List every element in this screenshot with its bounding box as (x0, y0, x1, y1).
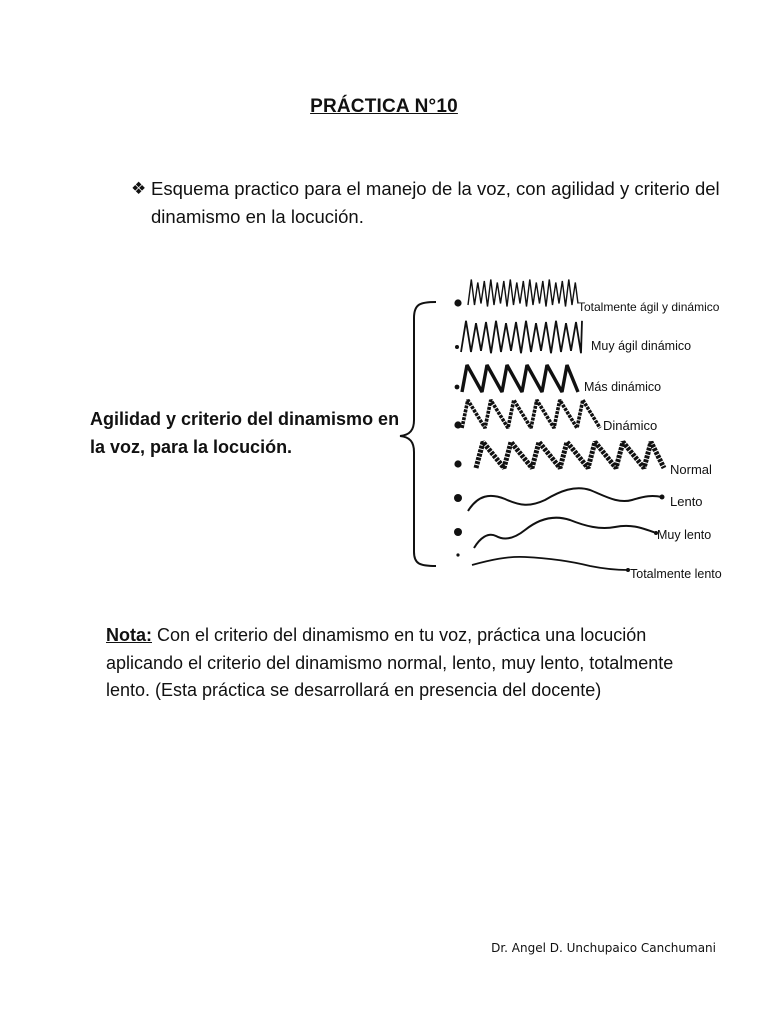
level-bullet (456, 553, 459, 556)
level-bullet (454, 494, 462, 502)
level-label: Normal (670, 462, 712, 477)
wave-stroke (462, 365, 578, 392)
note-text: Con el criterio del dinamismo en tu voz, práctica una locución aplicando el criterio del dinamismo normal, lento, muy lento, totalmente lento. (Esta práctica se desarrollará en presencia del docente) (106, 625, 674, 700)
intro-text: Esquema practico para el manejo de la voz, con agilidad y criterio del dinamismo en la locución. (151, 178, 720, 227)
level-bullet (454, 528, 462, 536)
wave-dinamico (462, 400, 600, 428)
level-label: Muy ágil dinámico (591, 339, 692, 353)
wave-stroke (476, 442, 664, 468)
wave-muy-agil (461, 321, 582, 353)
wave-stroke (461, 321, 582, 353)
wave-end-dot (660, 495, 665, 500)
level-label: Muy lento (657, 528, 712, 542)
wave-stroke (468, 280, 578, 307)
footer-author: Dr. Angel D. Unchupaico Canchumani (491, 941, 716, 955)
level-bullet (454, 299, 461, 306)
curly-brace (400, 302, 436, 566)
level-label: Lento (670, 494, 703, 509)
wave-mas-dinamico (462, 365, 578, 392)
wave-muy-lento (474, 518, 656, 548)
diagram-side-label: Agilidad y criterio del dinamismo en la voz, para la locución. (90, 409, 400, 457)
level-label: Más dinámico (584, 380, 662, 394)
note-label: Nota: (106, 625, 152, 645)
wave-lento (468, 488, 662, 511)
wave-normal (476, 442, 664, 468)
level-bullet (455, 385, 460, 390)
level-label: Totalmente ágil y dinámico (578, 300, 720, 314)
page-title: PRÁCTICA N°10 (310, 96, 458, 117)
level-bullet (454, 460, 461, 467)
level-label: Totalmente lento (630, 567, 722, 581)
note-paragraph (106, 622, 686, 705)
wave-totalmente-lento (472, 557, 628, 570)
level-label: Dinámico (603, 418, 658, 433)
diamond-bullet-icon: ❖ (131, 179, 147, 198)
wave-totalmente-agil (468, 280, 578, 307)
wave-stroke (462, 400, 600, 428)
level-bullet (455, 345, 459, 349)
